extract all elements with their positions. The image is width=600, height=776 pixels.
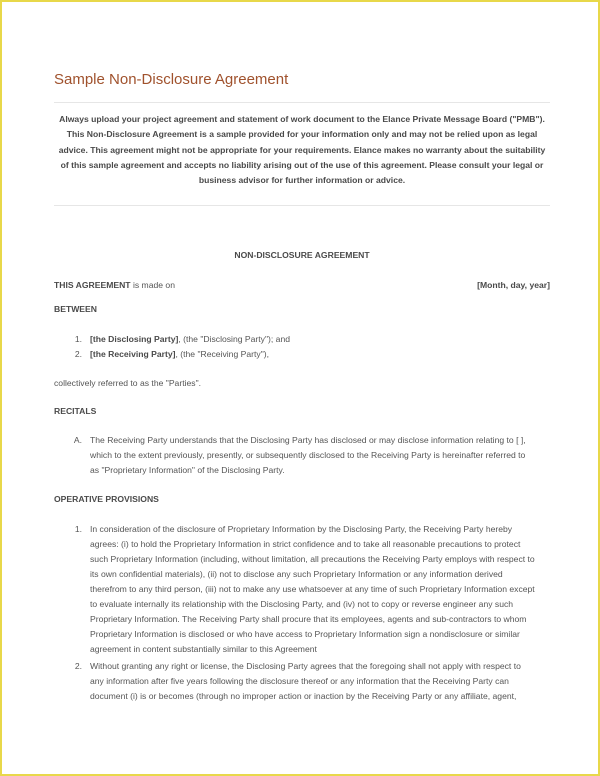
provision-1 — [54, 522, 550, 662]
agreement-line — [54, 278, 550, 293]
collectively-text: collectively referred to as the "Parties". — [54, 378, 202, 388]
recital-label: A. — [73, 435, 82, 445]
agreement-bold: THIS AGREEMENT — [54, 280, 131, 290]
provision-line: document (i) is or becomes (through no improper action or inaction by the Receiving Party or any affiliate, agent, — [90, 691, 517, 701]
party-name: [the Receiving Party] — [90, 349, 176, 359]
agreement-date: [Month, day, year] — [477, 280, 550, 290]
provision-line: agreement in content substantially similar to this Agreement — [90, 644, 317, 654]
provision-line: such Proprietary Information (including, without limitation, all precautions the Receiving Party employs with respect to — [90, 554, 535, 564]
notice-line-1: Always upload your project agreement and statement of work document to the Elance Private Message Board ("PMB"). — [59, 114, 545, 124]
party-item — [54, 347, 550, 363]
divider-top — [54, 102, 550, 103]
between-heading: BETWEEN — [54, 304, 97, 314]
divider-bottom — [54, 205, 550, 206]
recital-line: as "Proprietary Information" of the Disclosing Party. — [90, 465, 285, 475]
document-title: Sample Non-Disclosure Agreement — [54, 71, 289, 88]
provision-line: Without granting any right or license, the Disclosing Party agrees that the foregoing shall not apply with respect to — [90, 661, 521, 671]
party-number: 1. — [74, 334, 82, 344]
provision-line: any information after five years following the disclosure thereof or any information that the Receiving Party can — [90, 676, 509, 686]
provision-line: Proprietary Information is disclosed or who have access to Proprietary Information sign a nondisclosure or similar — [90, 629, 520, 639]
provision-line: agrees: (i) to hold the Proprietary Information in strict confidence and to take all reasonable precautions to protect — [90, 539, 521, 549]
recital-line: The Receiving Party understands that the Disclosing Party has disclosed or may disclose information relating to [ ], — [90, 435, 526, 445]
provision-line: therefrom to any third person, (iii) not to make any use whatsoever at any time of such Proprietary Information except — [90, 584, 535, 594]
recitals-heading: RECITALS — [54, 406, 97, 416]
agreement-text: is made on — [130, 280, 175, 290]
party-desc: , (the "Receiving Party"), — [175, 349, 269, 359]
recital-line: which to the extent previously, presently, or subsequently disclosed to the Receiving Party is hereinafter referred to — [90, 450, 526, 460]
party-desc: , (the "Disclosing Party"); and — [178, 334, 290, 344]
provision-line: Proprietary Information. The Receiving Party shall procure that its employees, agents and sub-contractors to whom — [90, 614, 527, 624]
recital-a — [54, 433, 550, 481]
provision-line: its own confidential materials), (ii) not to disclose any such Proprietary Information or any information derived — [90, 569, 503, 579]
notice-line-2: This Non-Disclosure Agreement is a sample provided for your information only and may not be relied upon as legal advice. This agreement might not be appropriate for your requirements. Elance makes no warranty about the suitability of this sample agreement and accepts no liability arising out of the use of this agreement. Please consult your legal or business advisor for further information or advice. — [58, 129, 546, 186]
main-heading: NON-DISCLOSURE AGREEMENT — [234, 250, 370, 260]
provision-line: to evaluate internally its relationship with the Disclosing Party, and (iv) not to copy or reverse engineer any such — [90, 599, 514, 609]
operative-heading: OPERATIVE PROVISIONS — [54, 494, 159, 504]
provision-number: 1. — [74, 524, 82, 534]
provision-line: In consideration of the disclosure of Proprietary Information by the Disclosing Party, the Receiving Party hereby — [90, 524, 513, 534]
party-name: [the Disclosing Party] — [90, 334, 179, 344]
party-item — [54, 332, 550, 348]
provision-2 — [54, 659, 550, 707]
provision-number: 2. — [74, 661, 82, 671]
party-number: 2. — [74, 349, 82, 359]
disclaimer-notice — [54, 112, 550, 188]
